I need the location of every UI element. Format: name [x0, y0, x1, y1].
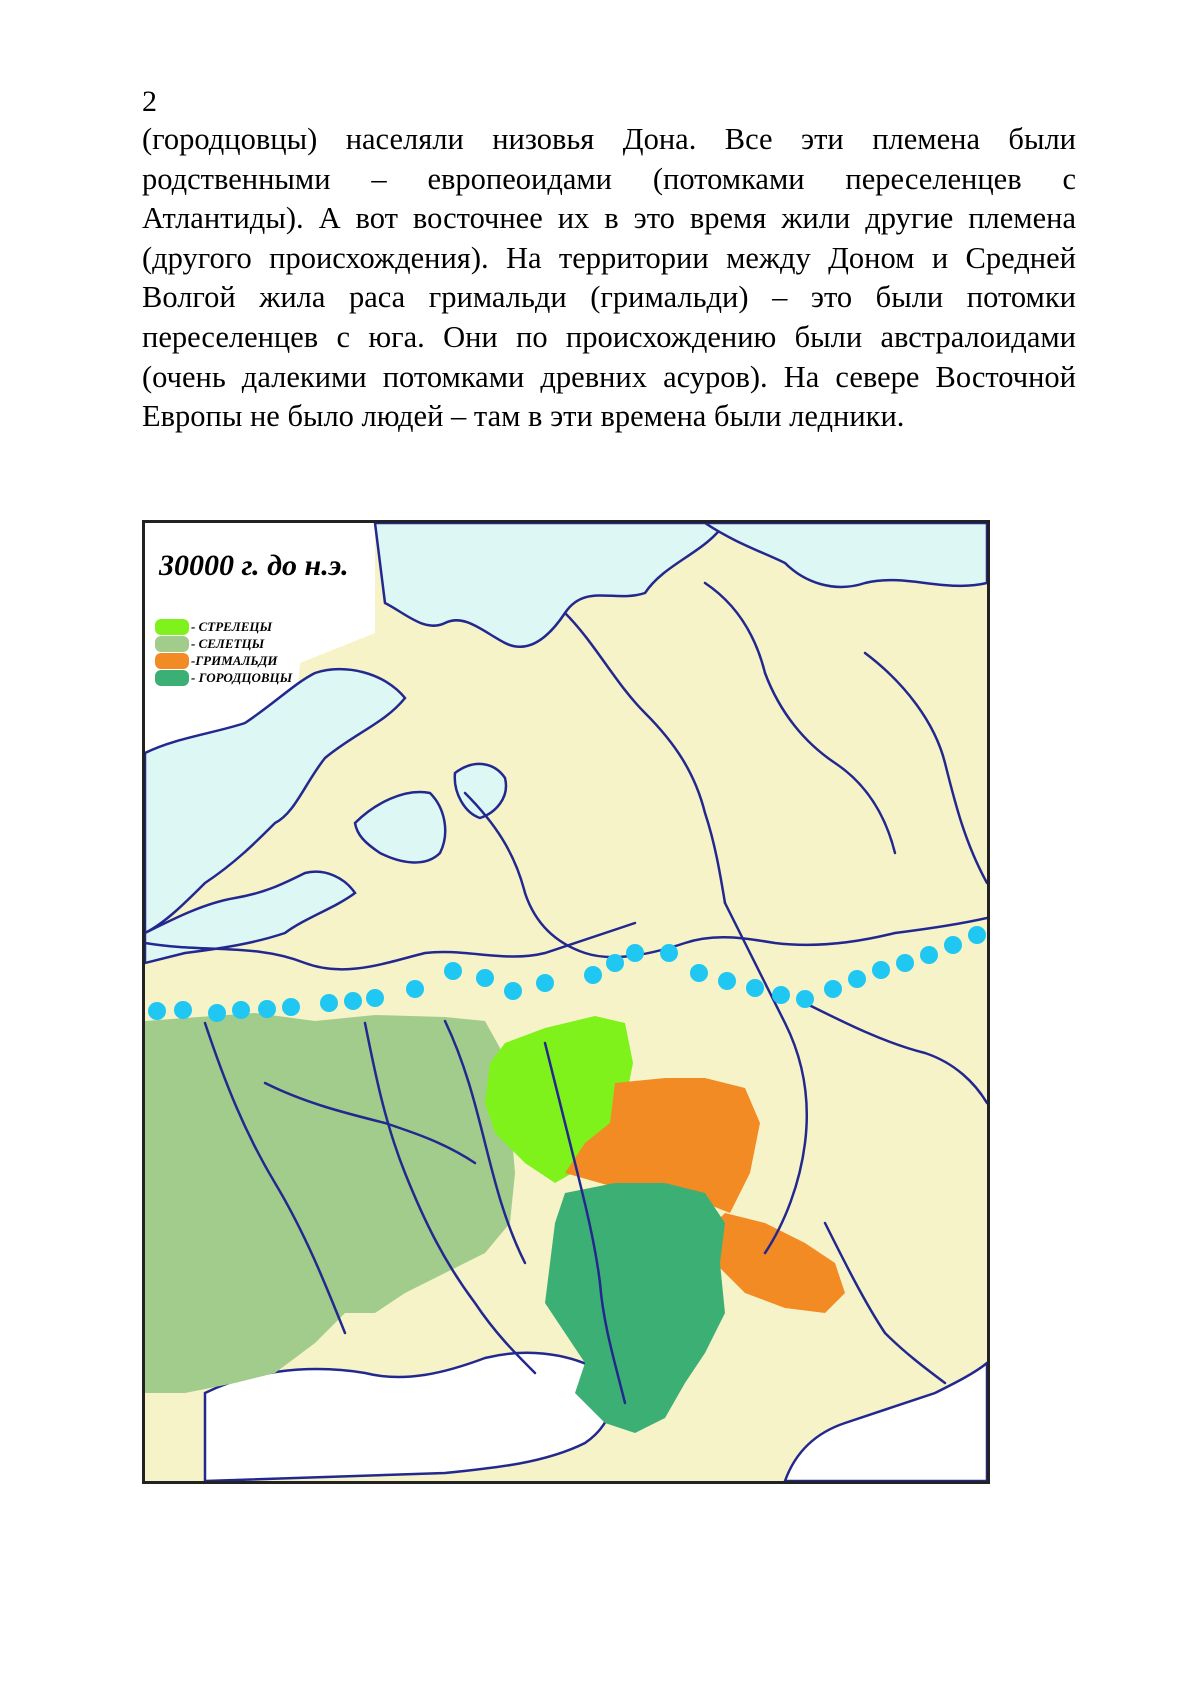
glacier-dot	[690, 964, 708, 982]
map-figure	[142, 520, 990, 1484]
glacier-dot	[282, 998, 300, 1016]
glacier-dot	[746, 979, 764, 997]
glacier-dot	[944, 936, 962, 954]
glacier-dot	[660, 944, 678, 962]
glacier-dot	[320, 994, 338, 1012]
glacier-dot	[504, 982, 522, 1000]
glacier-dot	[896, 954, 914, 972]
glacier-dot	[824, 980, 842, 998]
legend-label-streltsy: - СТРЕЛЕЦЫ	[191, 619, 273, 634]
glacier-dot	[344, 992, 362, 1010]
glacier-dot	[536, 974, 554, 992]
legend-label-seletsy: - СЕЛЕТЦЫ	[191, 636, 265, 651]
glacier-dot	[772, 986, 790, 1004]
map-title: 30000 г. до н.э.	[159, 549, 349, 582]
legend-label-gorodtsovtsy: - ГОРОДЦОВЦЫ	[191, 670, 293, 685]
legend-swatch-seletsy	[155, 636, 189, 652]
glacier-dot	[208, 1004, 226, 1022]
glacier-dot	[366, 989, 384, 1007]
glacier-dot	[920, 946, 938, 964]
glacier-dot	[476, 969, 494, 987]
glacier-dot	[148, 1002, 166, 1020]
legend-label-grimaldi: -ГРИМАЛЬДИ	[191, 653, 278, 668]
glacier-dot	[872, 961, 890, 979]
legend-swatch-streltsy	[155, 619, 189, 635]
glacier-dot	[174, 1001, 192, 1019]
page-number: 2	[142, 85, 157, 118]
legend-swatch-grimaldi	[155, 653, 189, 669]
glacier-dot	[848, 970, 866, 988]
glacier-dot	[626, 944, 644, 962]
glacier-dot	[796, 990, 814, 1008]
glacier-dot	[444, 962, 462, 980]
body-paragraph: (городцовцы) населяли низовья Дона. Все эти племена были родственными – европеоидами (потомками переселенцев с Атлантиды). А вот восточнее их в это время жили другие племена (другого происхождения). На территории между Доном и Средней Волгой жила раса гримальди (гримальди) – это были потомки переселенцев с юга. Они по происхождению были австралоидами (очень далекими потомками древних асуров). На севере Восточной Европы не было людей – там в эти времена были ледники.	[142, 122, 1076, 434]
glacier-dot	[406, 980, 424, 998]
glacier-dot	[258, 1000, 276, 1018]
glacier-dot	[232, 1001, 250, 1019]
map-svg	[145, 523, 987, 1481]
glacier-dot	[584, 966, 602, 984]
glacier-dot	[718, 972, 736, 990]
legend-swatch-gorodtsovtsy	[155, 670, 189, 686]
glacier-dot	[968, 926, 986, 944]
glacier-dot	[606, 954, 624, 972]
